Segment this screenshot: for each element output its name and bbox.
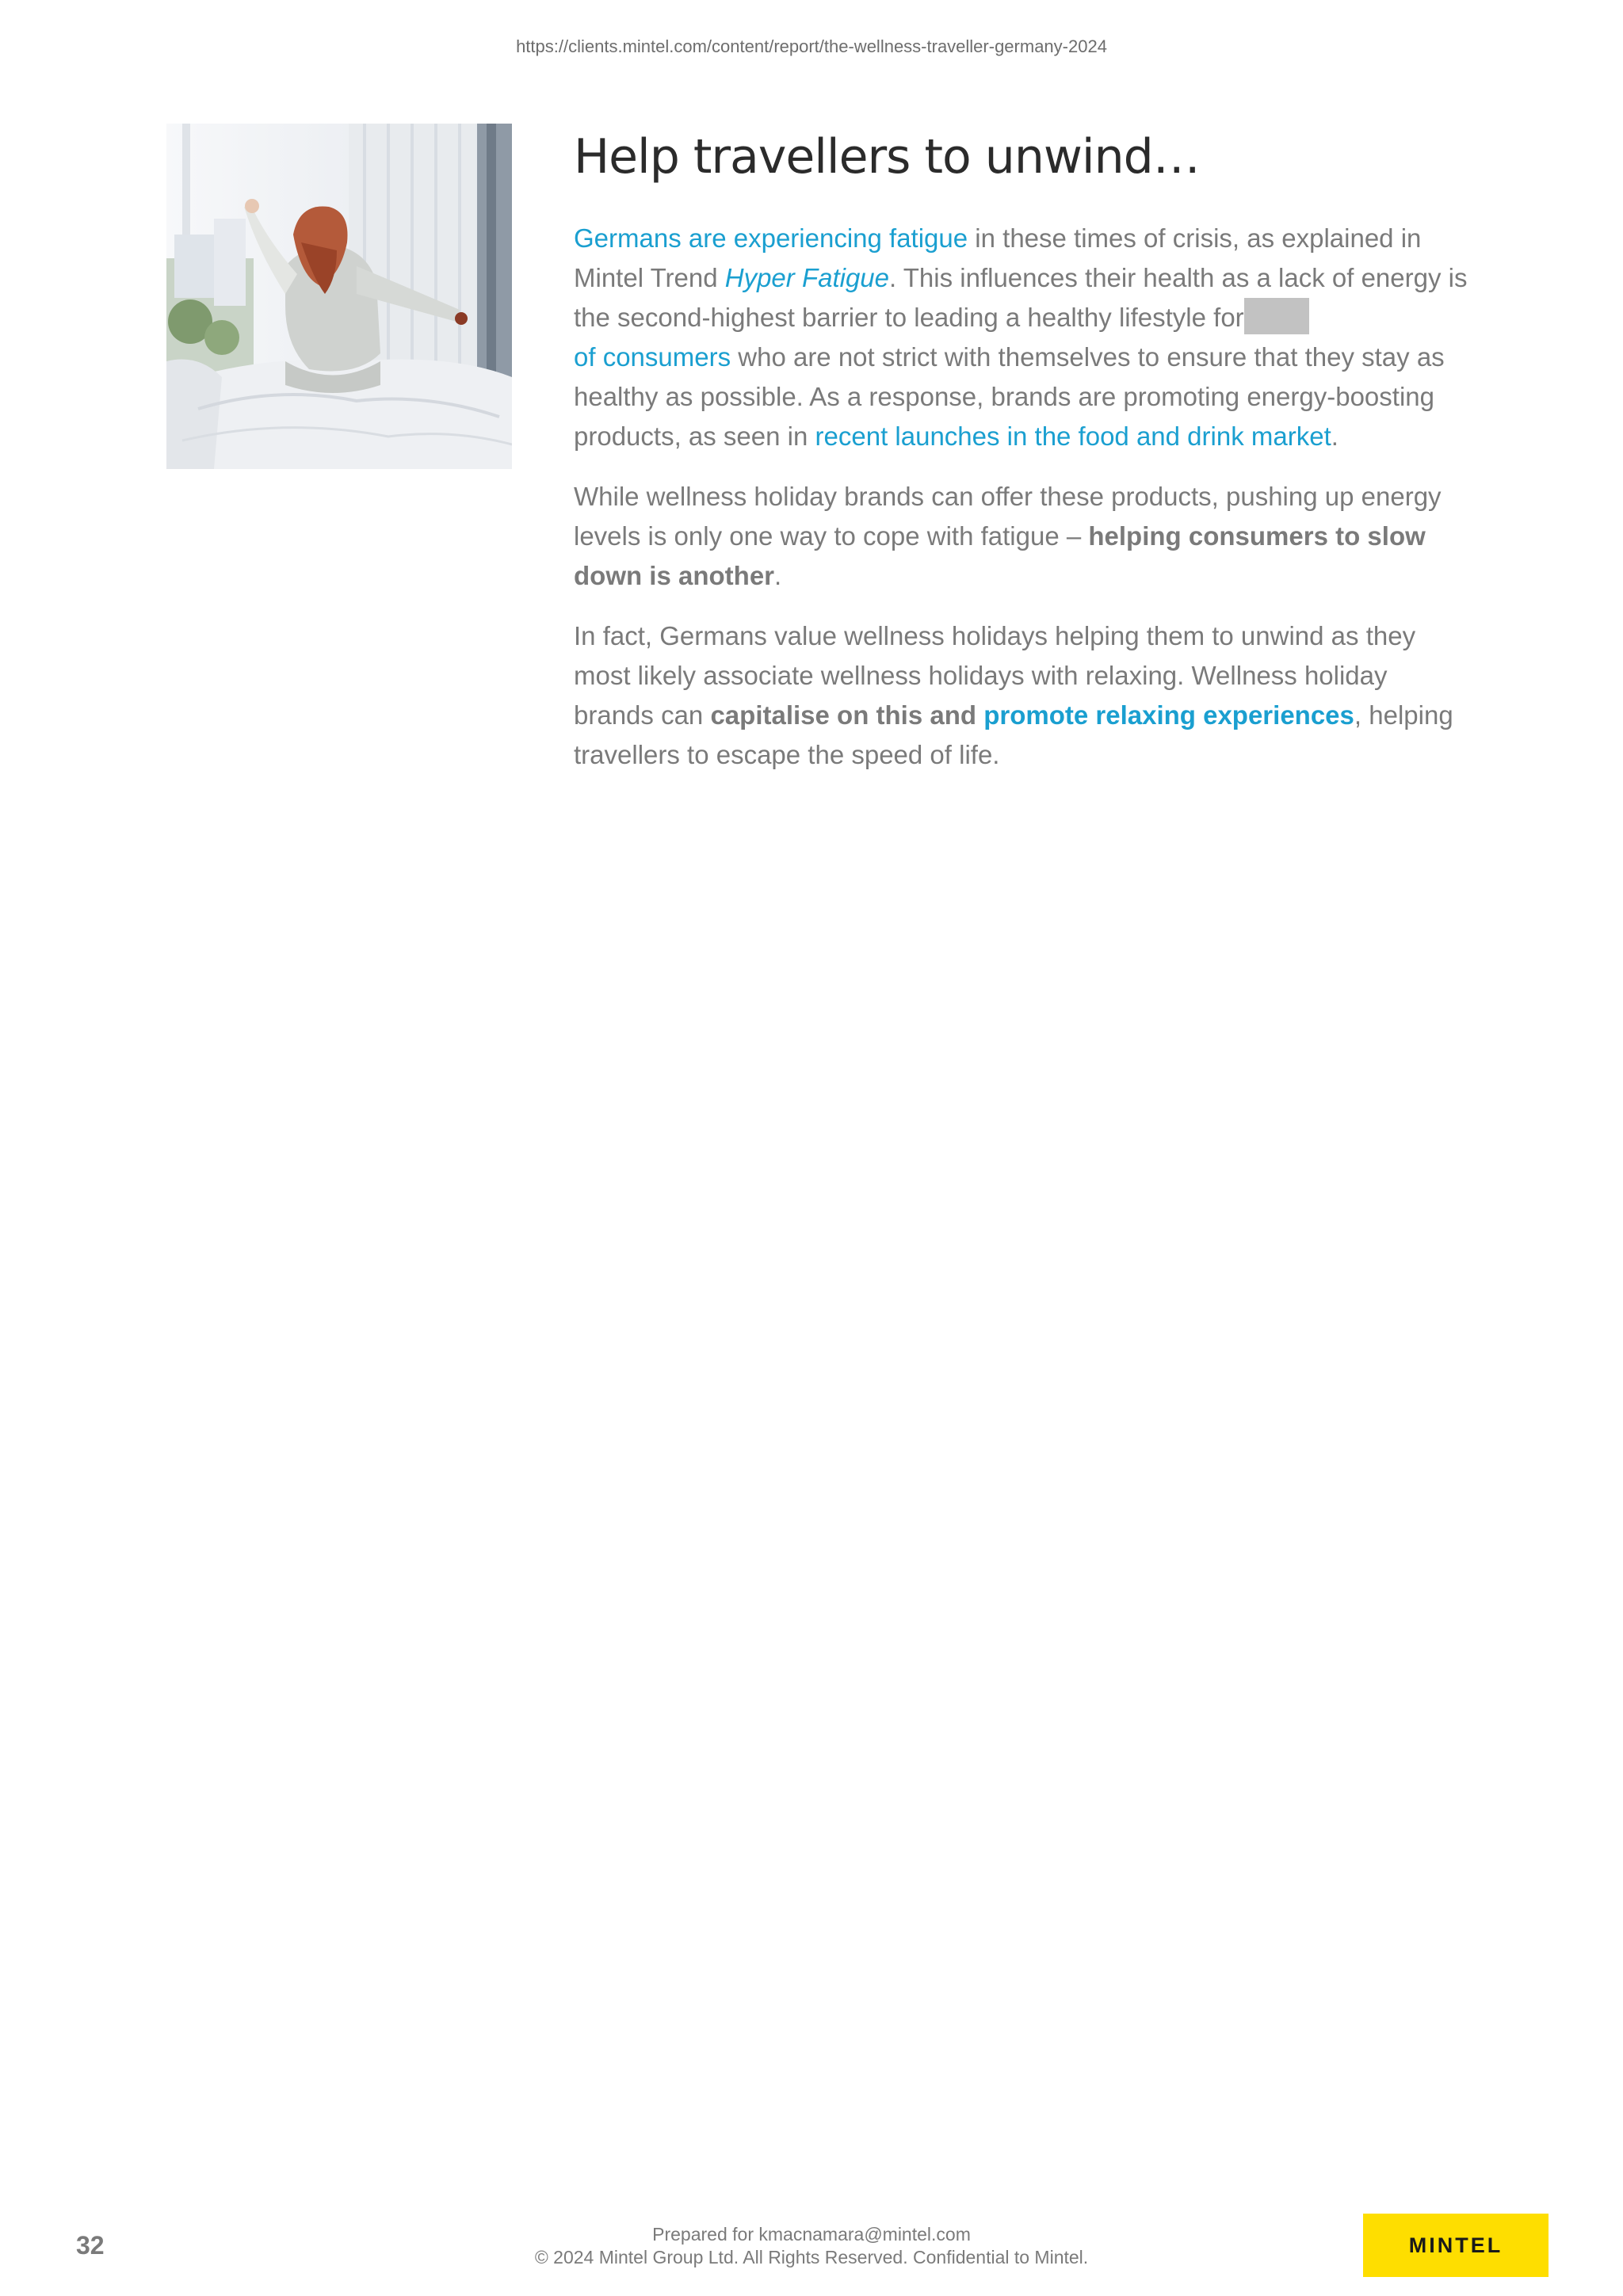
- article: [574, 125, 1469, 795]
- redacted-value: [1244, 298, 1309, 334]
- paragraph-text: who are not strict with themselves to ensure that they stay as healthy as possible. As a response, brands are promoting energy-boosting products, as seen in: [574, 342, 1445, 451]
- photo-illustration: [166, 124, 512, 469]
- link-promote-relaxing[interactable]: promote relaxing experiences: [983, 700, 1354, 730]
- paragraph-unwind: [574, 616, 1469, 775]
- report-url: https://clients.mintel.com/content/report/the-wellness-traveller-germany-2024: [516, 36, 1107, 56]
- paragraph-text: , helping travellers to escape the speed of life.: [574, 700, 1453, 769]
- link-germans-fatigue[interactable]: Germans are experiencing fatigue: [574, 223, 968, 253]
- link-recent-launches[interactable]: recent launches in the food and drink market: [815, 421, 1331, 451]
- page-number: 32: [76, 2231, 105, 2260]
- paragraph-text: in these times of crisis, as explained in Mintel Trend: [574, 223, 1422, 292]
- paragraph-text: .: [774, 561, 782, 590]
- bold-text: capitalise on this and: [710, 700, 984, 730]
- mintel-logo: MINTEL: [1363, 2214, 1549, 2277]
- paragraph-text: While wellness holiday brands can offer these products, pushing up energy levels is only one way to cope with fatigue –: [574, 482, 1442, 551]
- copyright-text: © 2024 Mintel Group Ltd. All Rights Reserved. Confidential to Mintel.: [534, 2247, 1089, 2267]
- paragraph-text: .: [1331, 421, 1338, 451]
- paragraph-slow-down: [574, 477, 1469, 596]
- link-of-consumers[interactable]: of consumers: [574, 342, 731, 372]
- link-hyper-fatigue[interactable]: Hyper Fatigue: [724, 263, 890, 292]
- bold-text: helping consumers to slow down is another: [574, 521, 1426, 590]
- woman-stretching-photo: [166, 124, 512, 469]
- paragraph-fatigue: [574, 219, 1469, 456]
- paragraph-text: . This influences their health as a lack of energy is the second-highest barrier to leading a healthy lifestyle for: [574, 263, 1468, 332]
- page-title: Help travellers to unwind…: [574, 129, 1200, 185]
- prepared-for-text: Prepared for kmacnamara@mintel.com: [652, 2224, 971, 2245]
- paragraph-text: In fact, Germans value wellness holidays helping them to unwind as they most likely associate wellness holidays with relaxing. Wellness holiday brands can: [574, 621, 1416, 730]
